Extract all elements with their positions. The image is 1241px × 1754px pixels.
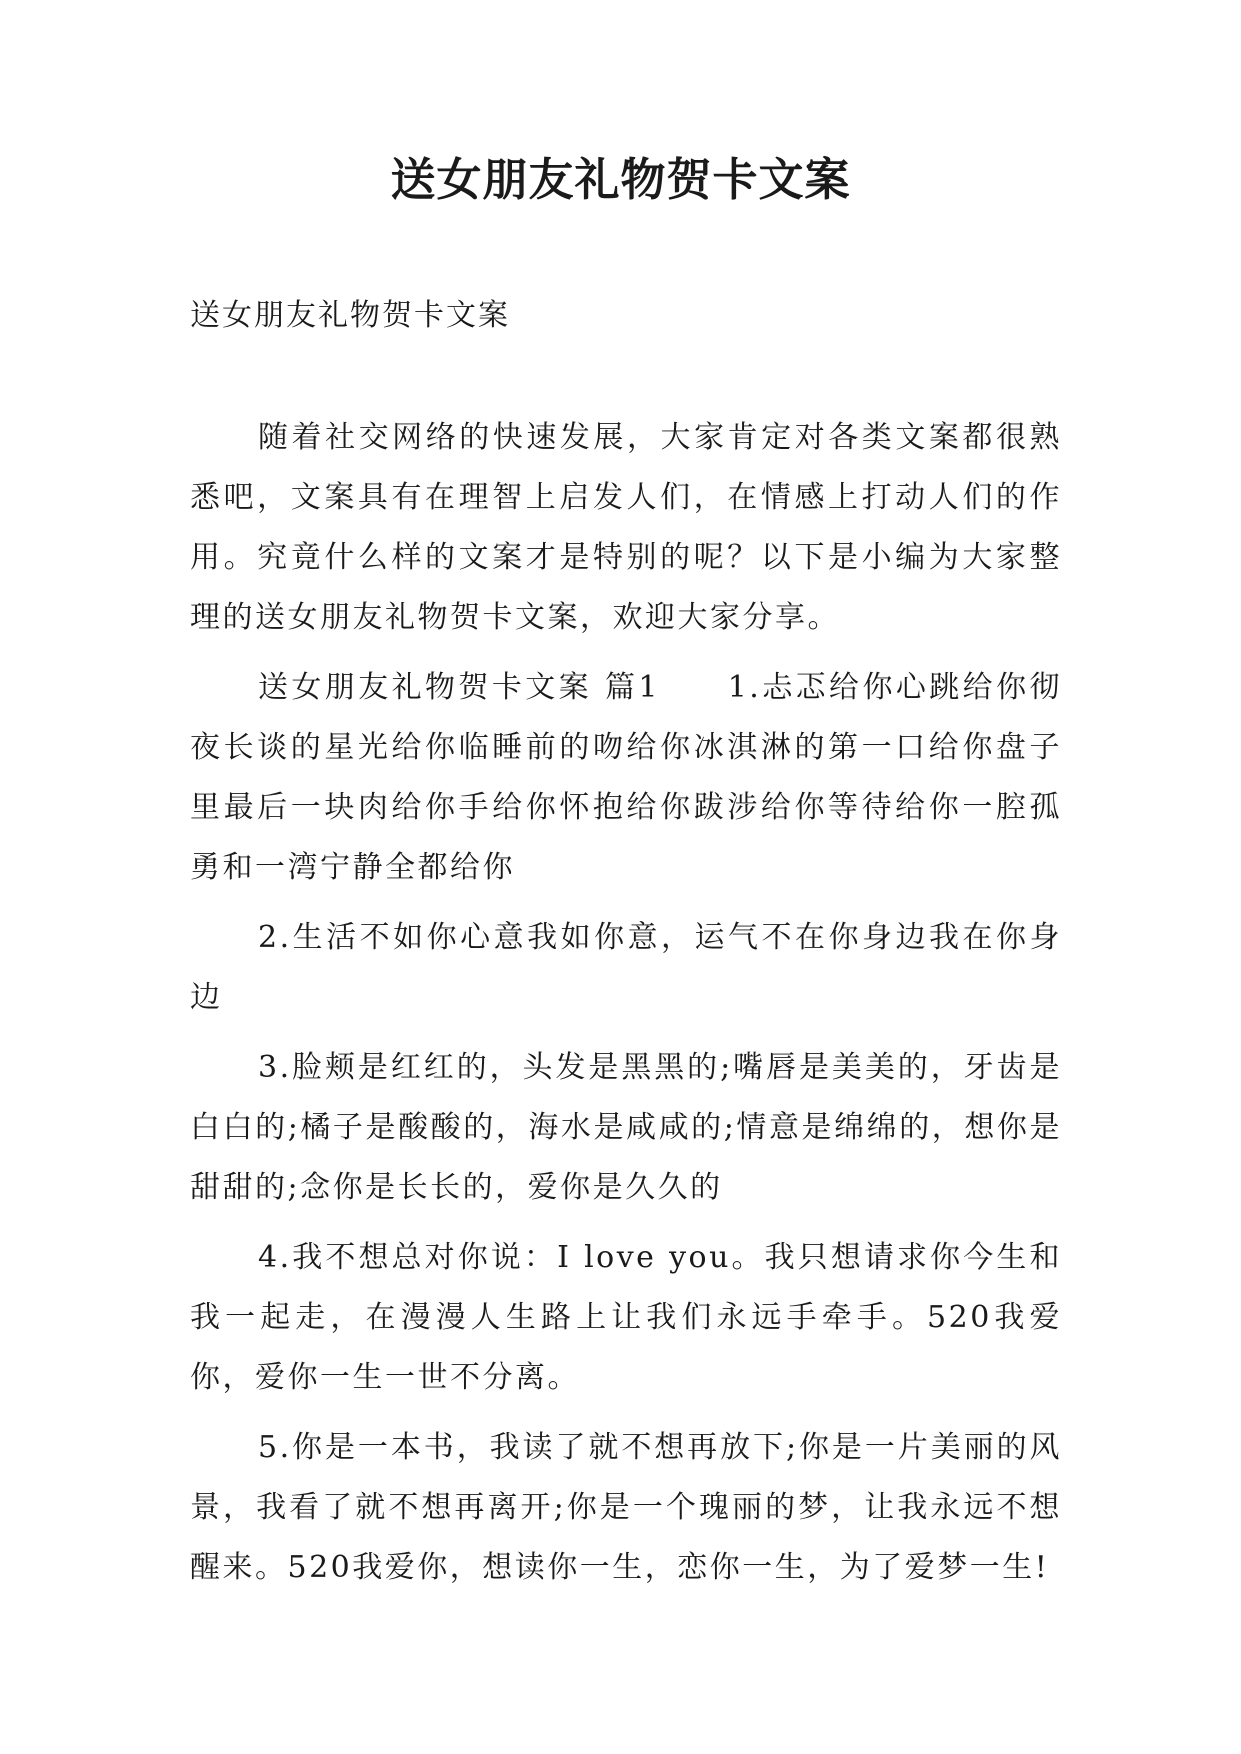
body-paragraph-3: 3.脸颊是红红的，头发是黑黑的;嘴唇是美美的，牙齿是白白的;橘子是酸酸的，海水是咸咸的;情意是绵绵的，想你是甜甜的;念你是长长的，爱你是久久的 <box>190 1050 1062 1205</box>
body-paragraph-2: 2.生活不如你心意我如你意，运气不在你身边我在你身边 <box>190 920 1062 1015</box>
intro-paragraph: 随着社交网络的快速发展，大家肯定对各类文案都很熟悉吧，文案具有在理智上启发人们，在情感上打动人们的作用。究竟什么样的文案才是特别的呢？以下是小编为大家整理的送女朋友礼物贺卡文案，欢迎大家分享。 <box>190 420 1062 635</box>
document-body <box>190 408 1062 1608</box>
body-paragraph-4: 4.我不想总对你说：I love you。我只想请求你今生和我一起走，在漫漫人生路上让我们永远手牵手。520我爱你，爱你一生一世不分离。 <box>190 1240 1062 1395</box>
document-subtitle: 送女朋友礼物贺卡文案 <box>190 298 510 333</box>
body-paragraph-5: 5.你是一本书，我读了就不想再放下;你是一片美丽的风景，我看了就不想再离开;你是一个瑰丽的梦，让我永远不想醒来。520我爱你，想读你一生，恋你一生，为了爱梦一生! <box>190 1430 1062 1585</box>
body-paragraph-1: 送女朋友礼物贺卡文案 篇1 1.忐忑给你心跳给你彻夜长谈的星光给你临睡前的吻给你冰淇淋的第一口给你盘子里最后一块肉给你手给你怀抱给你跋涉给你等待给你一腔孤勇和一湾宁静全都给你 <box>190 670 1062 885</box>
document-title: 送女朋友礼物贺卡文案 <box>390 153 851 206</box>
